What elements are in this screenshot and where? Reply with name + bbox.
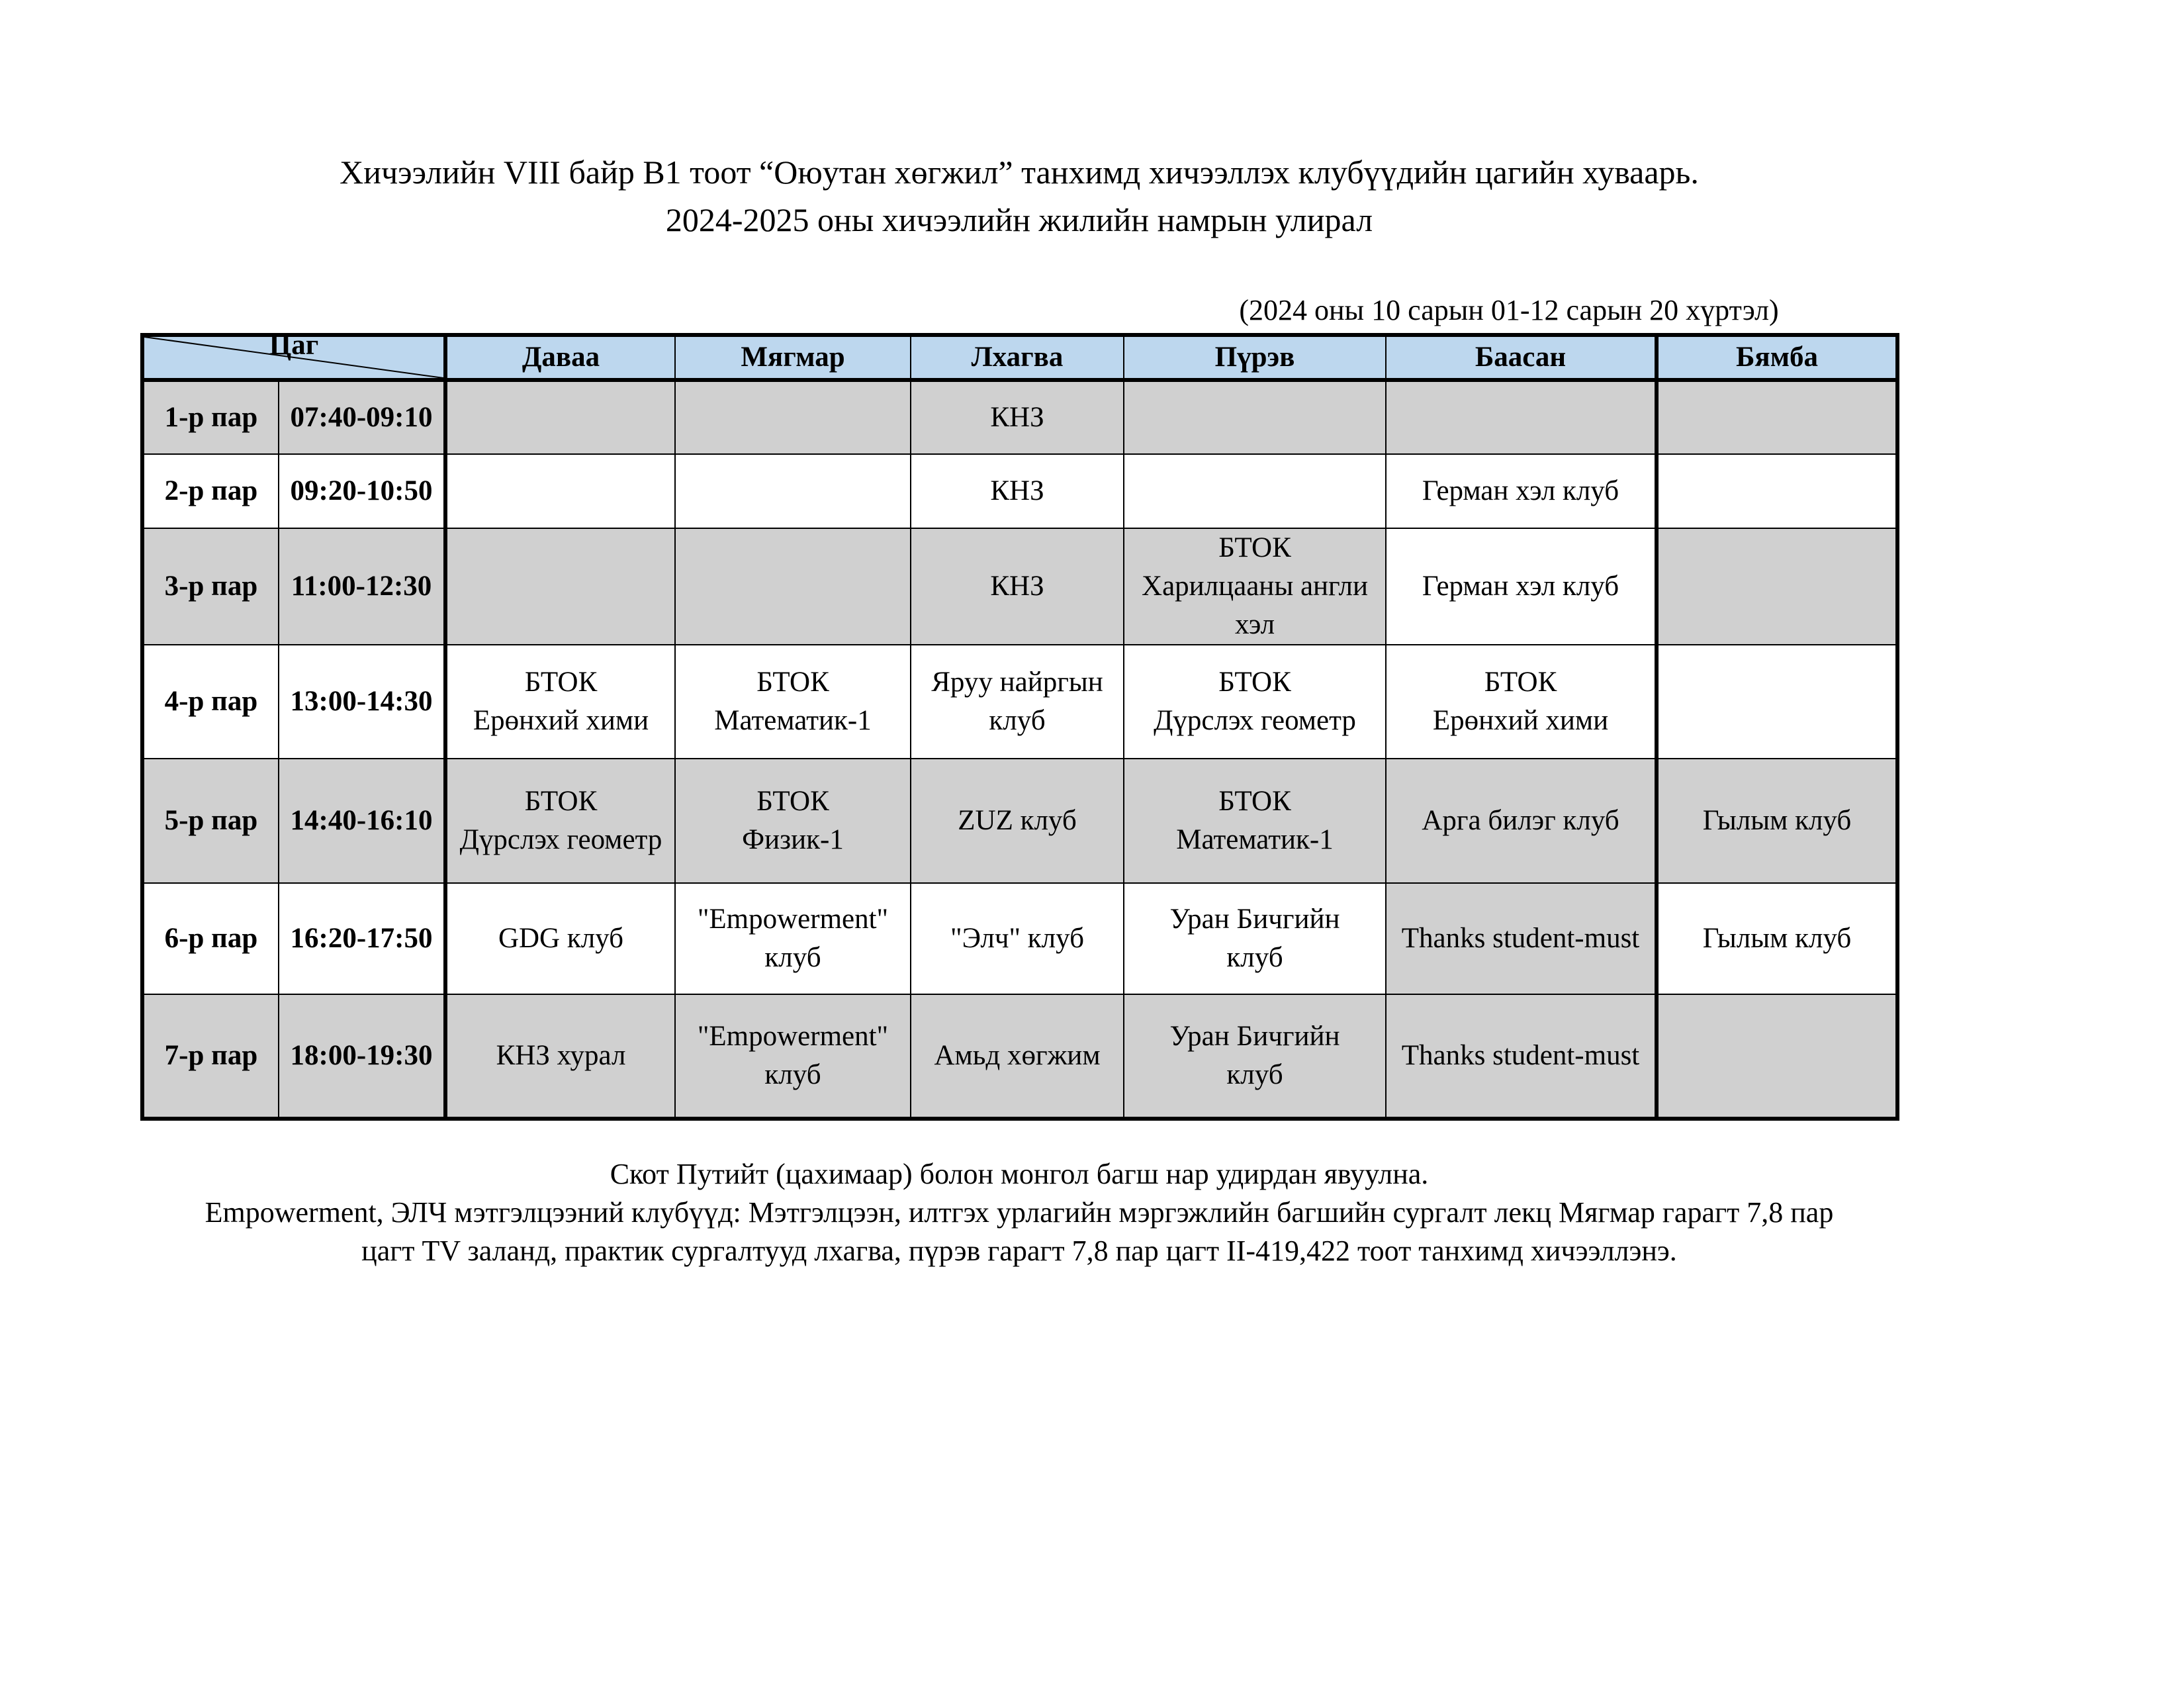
schedule-cell: [675, 454, 911, 528]
schedule-cell: [911, 645, 1124, 759]
schedule-cell: [445, 380, 675, 454]
schedule-cell-text: Ерөнхий хими: [1432, 705, 1609, 736]
schedule-cell-text: GDG клуб: [498, 923, 624, 954]
schedule-cell-text: клуб: [764, 942, 821, 973]
schedule-cell-text: Уран Бичгийн: [1169, 1021, 1340, 1052]
pair-label: 7-р пар: [142, 994, 279, 1119]
schedule-cell-text: Дүрслэх геометр: [1154, 705, 1356, 736]
schedule-cell: [911, 454, 1124, 528]
schedule-cell-text: БТОК: [756, 667, 829, 698]
schedule-cell-text: Уран Бичгийн: [1169, 904, 1340, 935]
schedule-cell-text: Дүрслэх геометр: [459, 824, 662, 855]
schedule-row: [142, 454, 1897, 528]
schedule-cell: [1124, 380, 1386, 454]
header-day: Даваа: [445, 335, 675, 380]
schedule-cell-text: КНЗ: [990, 402, 1044, 433]
date-range: (2024 оны 10 сарын 01-12 сарын 20 хүртэл): [1239, 294, 1779, 326]
schedule-cell: [1386, 759, 1657, 883]
page-title: Хичээлийн VIII байр B1 тоот “Оюутан хөгжил” танхимд хичээллэх клубүүдийн цагийн хуваарь.: [340, 154, 1699, 191]
schedule-cell: [445, 759, 675, 883]
schedule-cell: [911, 759, 1124, 883]
pair-label: 5-р пар: [142, 759, 279, 883]
schedule-cell-text: клуб: [989, 705, 1046, 736]
schedule-cell-text: "Empowerment": [697, 1021, 889, 1052]
schedule-cell-text: КНЗ: [990, 571, 1044, 602]
time-label: 11:00-12:30: [279, 528, 445, 645]
schedule-cell: [911, 528, 1124, 645]
schedule-cell: [1386, 380, 1657, 454]
pair-label: 3-р пар: [142, 528, 279, 645]
schedule-cell-text: Амьд хөгжим: [934, 1040, 1101, 1071]
schedule-cell-text: клуб: [764, 1059, 821, 1090]
schedule-cell: [911, 883, 1124, 994]
schedule-cell: [1657, 528, 1897, 645]
schedule-cell-text: Герман хэл клуб: [1422, 475, 1619, 506]
pair-label: 2-р пар: [142, 454, 279, 528]
schedule-cell: [1124, 645, 1386, 759]
schedule-row: [142, 994, 1897, 1119]
schedule-cell-text: клуб: [1226, 1059, 1283, 1090]
note-line: цагт TV заланд, практик сургалтууд лхагва, пүрэв гарагт 7,8 пар цагт II-419,422 тоот танхимд хичээллэнэ.: [361, 1235, 1677, 1267]
schedule-cell-text: Яруу найргын: [931, 667, 1103, 698]
schedule-cell: [1657, 645, 1897, 759]
schedule-cell: [1124, 883, 1386, 994]
header-day: Мягмар: [675, 335, 911, 380]
schedule-cell: [911, 994, 1124, 1119]
schedule-row: [142, 380, 1897, 454]
schedule-cell: [911, 380, 1124, 454]
time-label: 13:00-14:30: [279, 645, 445, 759]
time-label: 09:20-10:50: [279, 454, 445, 528]
header-corner-label: Цаг: [269, 335, 319, 361]
header-row: [142, 335, 1897, 380]
schedule-cell: [445, 994, 675, 1119]
header-day: Лхагва: [911, 335, 1124, 380]
schedule-cell-text: клуб: [1226, 942, 1283, 973]
time-label: 18:00-19:30: [279, 994, 445, 1119]
schedule-cell-text: хэл: [1234, 609, 1275, 640]
schedule-cell-text: Арга билэг клуб: [1422, 805, 1619, 836]
schedule-cell-text: БТОК: [524, 786, 598, 817]
schedule-cell: [1386, 454, 1657, 528]
schedule-cell: [445, 883, 675, 994]
schedule-cell-text: БТОК: [524, 667, 598, 698]
schedule-row: [142, 528, 1897, 645]
schedule-cell: [1657, 380, 1897, 454]
schedule-cell: [675, 380, 911, 454]
schedule-cell: [1124, 454, 1386, 528]
schedule-cell: [445, 528, 675, 645]
schedule-cell: [1386, 645, 1657, 759]
header-day: Бямба: [1657, 335, 1897, 380]
page-subtitle: 2024-2025 оны хичээлийн жилийн намрын улирал: [665, 201, 1373, 238]
schedule-cell-text: "Empowerment": [697, 904, 889, 935]
schedule-cell-text: Гылым клуб: [1702, 923, 1852, 954]
schedule-cell: [1657, 759, 1897, 883]
schedule-cell: [445, 645, 675, 759]
schedule-cell-text: БТОК: [1218, 667, 1291, 698]
schedule-cell-text: "Элч" клуб: [950, 923, 1084, 954]
schedule-cell-text: БТОК: [756, 786, 829, 817]
schedule-cell-text: БТОК: [1218, 786, 1291, 817]
schedule-cell-text: БТОК: [1484, 667, 1557, 698]
schedule-cell: [1124, 759, 1386, 883]
schedule-cell-text: ZUZ клуб: [958, 805, 1077, 836]
schedule-row: [142, 759, 1897, 883]
schedule-cell: [1386, 994, 1657, 1119]
schedule-cell-text: БТОК: [1218, 532, 1291, 563]
schedule-cell: [1124, 994, 1386, 1119]
schedule-cell: [1124, 528, 1386, 645]
schedule-cell-text: Физик-1: [742, 824, 844, 855]
schedule-cell-text: Ерөнхий хими: [473, 705, 649, 736]
schedule-cell: [675, 994, 911, 1119]
schedule-cell: [1657, 454, 1897, 528]
schedule-row: [142, 645, 1897, 759]
header-day: Пүрэв: [1124, 335, 1386, 380]
schedule-cell: [675, 883, 911, 994]
schedule-table: [140, 333, 1899, 1121]
schedule-cell: [675, 759, 911, 883]
schedule-cell-text: Гылым клуб: [1702, 805, 1852, 836]
header-day: Баасан: [1386, 335, 1657, 380]
schedule-cell: [445, 454, 675, 528]
schedule-cell-text: Герман хэл клуб: [1422, 571, 1619, 602]
pair-label: 4-р пар: [142, 645, 279, 759]
time-label: 07:40-09:10: [279, 380, 445, 454]
schedule-cell-text: КНЗ хурал: [496, 1040, 626, 1071]
schedule-cell: [675, 528, 911, 645]
time-label: 14:40-16:10: [279, 759, 445, 883]
header-corner: [142, 335, 445, 380]
schedule-cell-text: Thanks student-must: [1401, 1040, 1640, 1071]
schedule-cell-text: Математик-1: [714, 705, 872, 736]
schedule-cell: [1657, 994, 1897, 1119]
schedule-cell-text: КНЗ: [990, 475, 1044, 506]
pair-label: 1-р пар: [142, 380, 279, 454]
schedule-cell-text: Thanks student-must: [1401, 923, 1640, 954]
note-line: Empowerment, ЭЛЧ мэтгэлцээний клубүүд: Мэтгэлцээн, илтгэх урлагийн мэргэжлийн багшийн сургалт лекц Мягмар гарагт 7,8 пар: [205, 1196, 1834, 1229]
schedule-cell-text: Харилцааны англи: [1142, 571, 1368, 602]
time-label: 16:20-17:50: [279, 883, 445, 994]
schedule-cell-text: Математик-1: [1176, 824, 1334, 855]
schedule-cell: [1657, 883, 1897, 994]
schedule-cell: [1386, 528, 1657, 645]
schedule-cell: [675, 645, 911, 759]
schedule-cell: [1386, 883, 1657, 994]
pair-label: 6-р пар: [142, 883, 279, 994]
note-line: Скот Путийт (цахимаар) болон монгол багш нар удирдан явуулна.: [610, 1158, 1429, 1190]
schedule-row: [142, 883, 1897, 994]
